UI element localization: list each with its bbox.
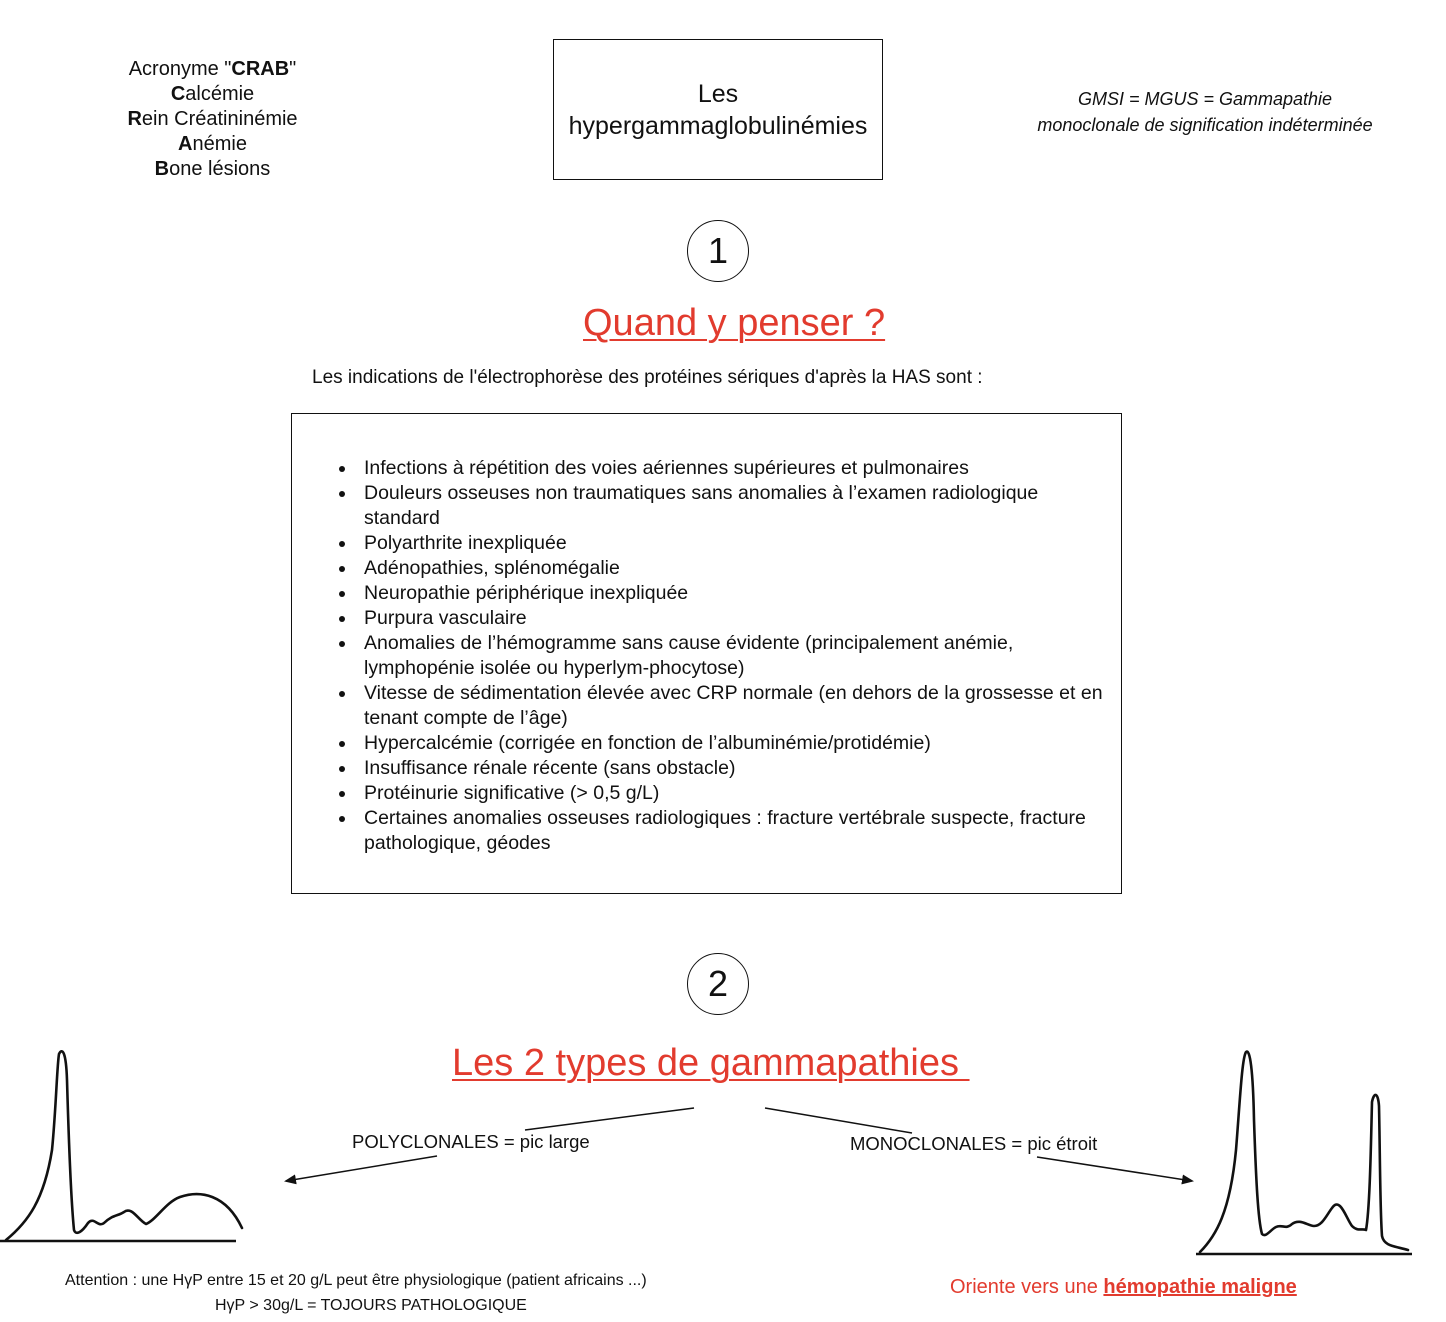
gmsi-note-line-1: GMSI = MGUS = Gammapathie [1077,89,1333,109]
title-line-1: Les [697,79,739,108]
indication-item: Anomalies de l’hémogramme sans cause évidente (principalement anémie, lymphopénie isolée ou hyperlym-phocytose) [364,631,1109,681]
indication-item: Polyarthrite inexpliquée [364,531,1109,556]
pathologic-note: HγP > 30g/L = TOJOURS PATHOLOGIQUE [215,1297,527,1314]
section-2-number: 2 [687,953,749,1015]
polyclonal-label: POLYCLONALES = pic large [352,1131,590,1152]
indication-item: Neuropathie périphérique inexpliquée [364,581,1109,606]
indication-item: Purpura vasculaire [364,606,1109,631]
monoclonal-curve-icon [1190,1040,1420,1260]
poly-arrow [286,1156,437,1181]
section-2-heading: Les 2 types de gammapathies [452,1042,970,1084]
crab-item-calcemie: Calcémie [170,83,255,105]
hemopathie-maligne-link: hémopathie maligne [1103,1276,1297,1298]
monoclonal-label: MONOCLONALES = pic étroit [850,1133,1098,1154]
indication-item: Vitesse de sédimentation élevée avec CRP normale (en dehors de la grossesse et en tenant compte de l’âge) [364,681,1109,731]
attention-note: Attention : une HγP entre 15 et 20 g/L peut être physiologique (patient africains ...) [65,1272,647,1289]
mono-upper-line [765,1108,912,1133]
crab-item-rein: Rein Créatininémie [127,108,298,130]
crab-item-anemie: Anémie [178,133,247,155]
indication-item: Douleurs osseuses non traumatiques sans anomalies à l’examen radiologique standard [364,481,1109,531]
indication-item: Adénopathies, splénomégalie [364,556,1109,581]
indication-item: Certaines anomalies osseuses radiologiques : fracture vertébrale suspecte, fracture pathologique, géodes [364,806,1109,856]
poly-upper-line [525,1108,694,1130]
orient-note: Oriente vers une hémopathie maligne [950,1276,1297,1298]
indication-item: Protéinurie significative (˃ 0,5 g/L) [364,781,1109,806]
section-1-number: 1 [687,220,749,282]
indication-item: Hypercalcémie (corrigée en fonction de l’albuminémie/protidémie) [364,731,1109,756]
indication-item: Insuffisance rénale récente (sans obstacle) [364,756,1109,781]
crab-intro: Acronyme "CRAB" [128,58,297,80]
indications-intro: Les indications de l'électrophorèse des protéines sériques d'après la HAS sont : [312,367,983,388]
indication-item: Infections à répétition des voies aériennes supérieures et pulmonaires [364,456,1109,481]
gmsi-note-line-2: monoclonale de signification indéterminée [1037,115,1373,135]
section-1-heading: Quand y penser ? [583,302,886,344]
title-line-2: hypergammaglobulinémies [568,111,868,140]
mono-arrow [1037,1157,1192,1181]
polyclonal-curve-icon [0,1040,250,1250]
crab-item-bone: Bone lésions [154,158,271,180]
